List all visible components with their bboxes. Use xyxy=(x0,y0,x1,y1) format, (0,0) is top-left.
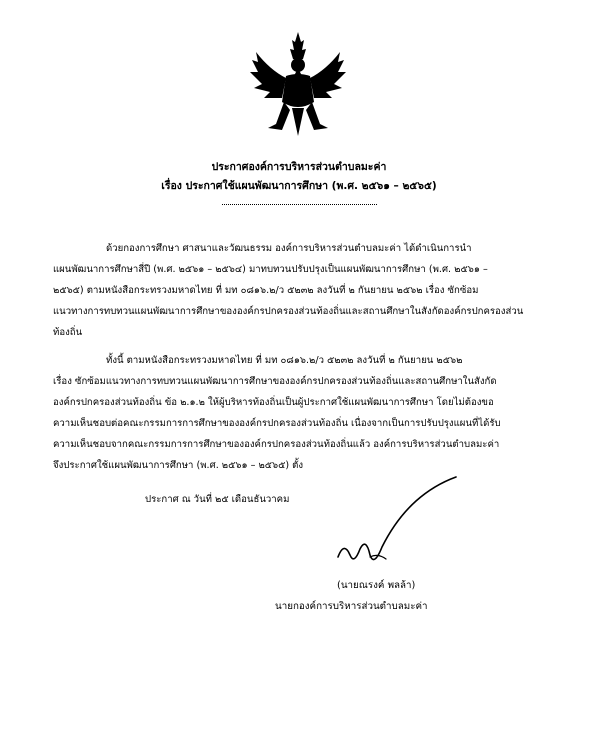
para2-line: ทั้งนี้ ตามหนังสือกระทรวงมหาดไทย ที่ มท ๐๘๑๖.๒/ว ๕๒๓๒ ลงวันที่ ๒ กันยายน ๒๕๖๒ xyxy=(106,355,463,366)
para1-line: ๒๕๖๕) ตามหนังสือกระทรวงมหาดไทย ที่ มท ๐๘๑๖.๒/ว ๕๒๓๒ ลงวันที่ ๒ กันยายน ๒๕๖๒ เรื่อง ซักซ้อม xyxy=(53,285,479,296)
title-divider xyxy=(222,204,377,205)
handwritten-signature-icon xyxy=(330,475,470,575)
para1-line: ท้องถิ่น xyxy=(53,327,83,338)
para1-line: แนวทางการทบทวนแผนพัฒนาการศึกษาขององค์กรปกครองส่วนท้องถิ่นและสถานศึกษาในสังกัดองค์กรปกครองส่วน xyxy=(53,306,524,317)
document-title: ประกาศองค์การบริหารส่วนตำบลมะค่า xyxy=(211,161,387,173)
garuda-emblem-icon xyxy=(248,32,348,138)
para1-line: ด้วยกองการศึกษา ศาสนาและวัฒนธรรม องค์การบริหารส่วนตำบลมะค่า ได้ดำเนินการนำ xyxy=(106,243,472,254)
document-subject: เรื่อง ประกาศใช้แผนพัฒนาการศึกษา (พ.ศ. ๒๕๖๑ – ๒๕๖๕) xyxy=(161,180,437,192)
announce-date: ประกาศ ณ วันที่ ๒๕ เดือนธันวาคม xyxy=(145,494,290,505)
para2-line: จึงประกาศใช้แผนพัฒนาการศึกษา (พ.ศ. ๒๕๖๑ – ๒๕๖๕) ตั้ง xyxy=(53,460,304,471)
signer-position: นายกองค์การบริหารส่วนตำบลมะค่า xyxy=(275,601,428,612)
para2-line: องค์กรปกครองส่วนท้องถิ่น ข้อ ๒.๑.๒ ให้ผู้บริหารท้องถิ่นเป็นผู้ประกาศใช้แผนพัฒนาการศึกษา โดยไม่ต้องขอ xyxy=(53,397,494,408)
para2-line: เรื่อง ซักซ้อมแนวทางการทบทวนแผนพัฒนาการศึกษาขององค์กรปกครองส่วนท้องถิ่นและสถานศึกษาในสังกัด xyxy=(53,376,497,387)
signer-name: (นายณรงค์ พลล้า) xyxy=(337,580,416,591)
para2-line: ความเห็นชอบจากคณะกรรมการการศึกษาขององค์กรปกครองส่วนท้องถิ่นแล้ว องค์การบริหารส่วนตำบลมะค่า xyxy=(53,439,500,450)
para1-line: แผนพัฒนาการศึกษาสี่ปี (พ.ศ. ๒๕๖๑ – ๒๕๖๔) มาทบทวนปรับปรุงเป็นแผนพัฒนาการศึกษา (พ.ศ. ๒๕๖๑ – xyxy=(53,264,488,275)
para2-line: ความเห็นชอบต่อคณะกรรมการการศึกษาขององค์กรปกครองส่วนท้องถิ่น เนื่องจากเป็นการปรับปรุงแผนที่ได้รับ xyxy=(53,418,501,429)
